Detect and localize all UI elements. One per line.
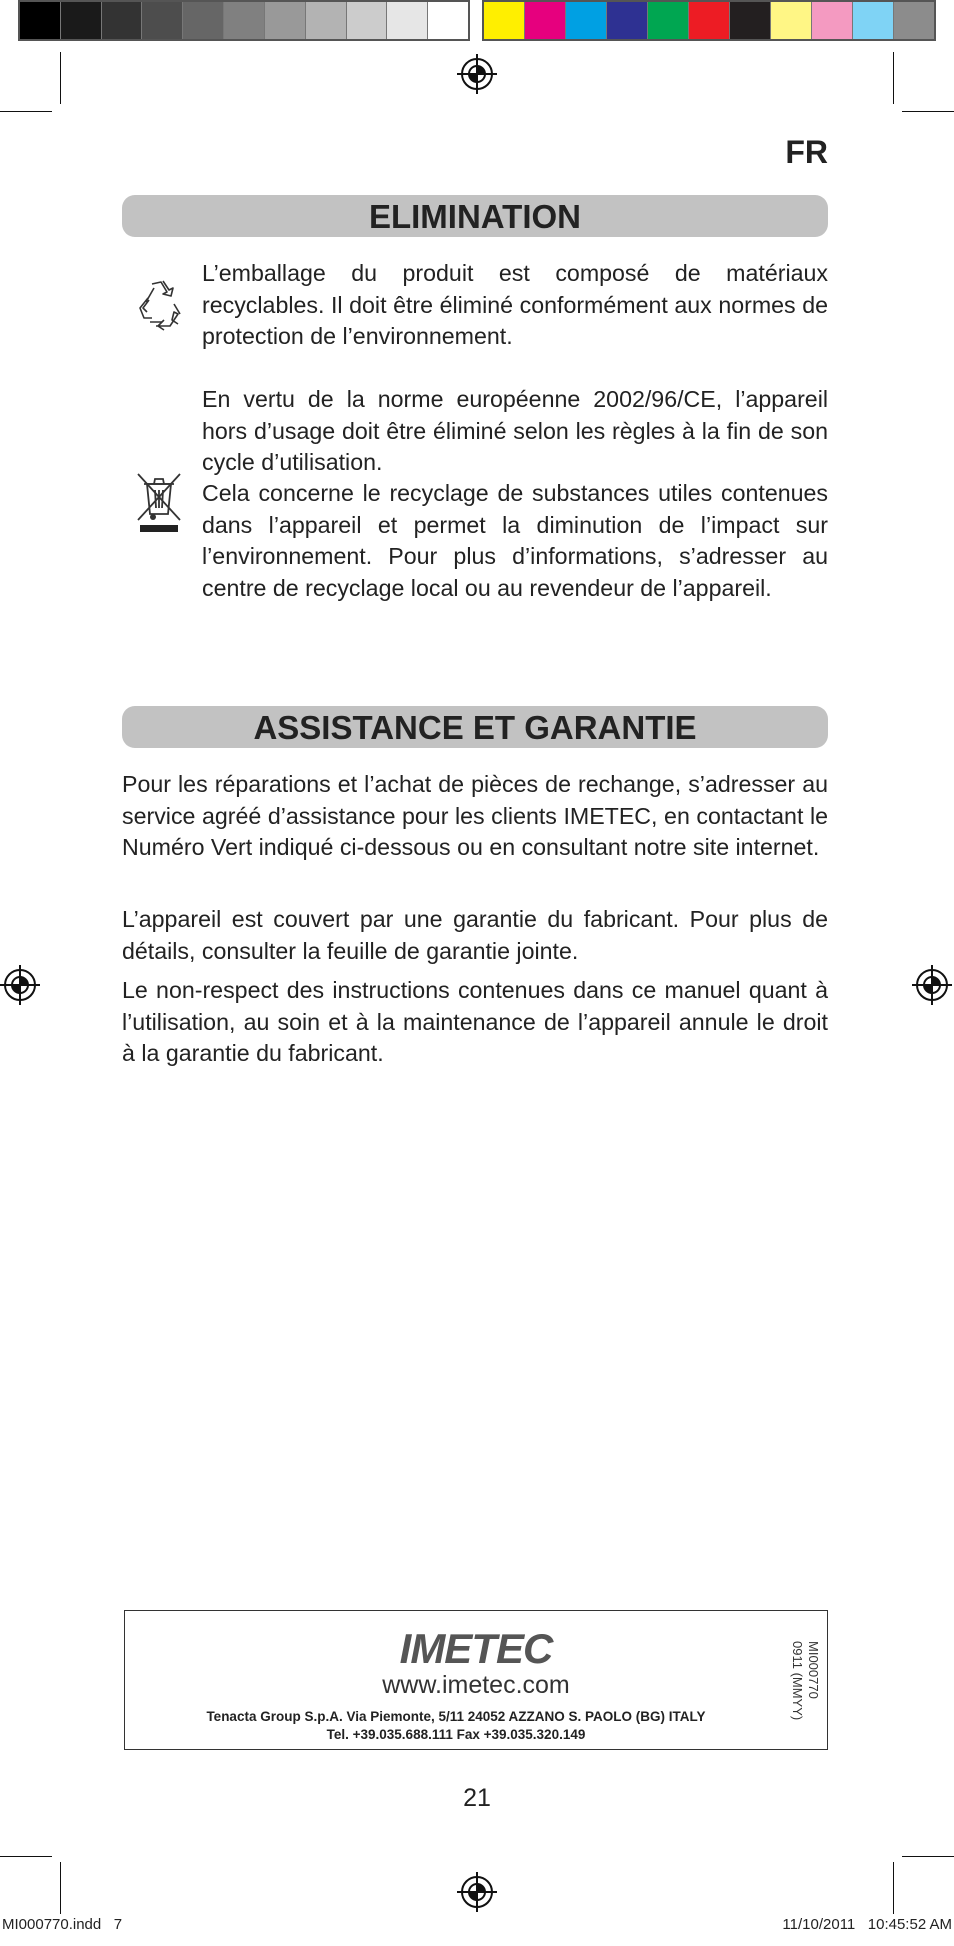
language-label: FR [785, 134, 828, 170]
registration-mark-icon [457, 54, 497, 94]
elimination-paragraph-2: En vertu de la norme européenne 2002/96/CE, l’appareil hors d’usage doit être éliminé selon les règles à la fin de son cycle d’utilisation. [202, 386, 828, 475]
process-swatch [648, 2, 689, 39]
process-color-bar [482, 0, 936, 41]
grayscale-color-bar [18, 0, 470, 41]
gray-swatch [306, 2, 347, 39]
process-swatch [812, 2, 853, 39]
crop-mark-top-left-v [60, 52, 61, 104]
slug-filename: MI000770.indd 7 [2, 1916, 123, 1933]
gray-swatch [224, 2, 265, 39]
process-swatch [689, 2, 730, 39]
process-swatch [853, 2, 894, 39]
gray-swatch [387, 2, 428, 39]
gray-swatch [102, 2, 143, 39]
crossed-bin-icon [134, 470, 184, 534]
process-swatch [566, 2, 607, 39]
assistance-paragraph-3: Le non-respect des instructions contenues dans ce manuel quant à l’utilisation, au soin et à la maintenance de l’appareil annule le droit à la garantie du fabricant. [122, 977, 828, 1066]
gray-swatch [347, 2, 388, 39]
process-swatch [730, 2, 771, 39]
elimination-paragraph-3: Cela concerne le recyclage de substances utiles contenues dans l’appareil et permet la diminution de l’impact sur l’environnement. Pour plus d’informations, s’adresser au centre de recyclage local ou au revendeur de l’appareil. [202, 480, 828, 601]
gray-swatch [428, 2, 468, 39]
gray-swatch [265, 2, 306, 39]
registration-mark-icon [912, 965, 952, 1005]
crop-mark-top-left-h [0, 111, 52, 112]
gray-swatch [20, 2, 61, 39]
section-title-assistance: ASSISTANCE ET GARANTIE [122, 706, 828, 748]
crop-mark-bottom-left-v [60, 1862, 61, 1914]
process-swatch [894, 2, 934, 39]
registration-mark-icon [0, 965, 40, 1005]
assistance-paragraph-2: L’appareil est couvert par une garantie du fabricant. Pour plus de détails, consulter la feuille de garantie jointe. [122, 906, 828, 964]
recycle-icon [134, 278, 186, 332]
crop-mark-top-right-v [893, 52, 894, 104]
gray-swatch [183, 2, 224, 39]
crop-mark-bottom-left-h [0, 1856, 52, 1857]
website-url: www.imetec.com [382, 1671, 570, 1699]
process-swatch [607, 2, 648, 39]
crop-mark-bottom-right-h [902, 1856, 954, 1857]
elimination-paragraph-1: L’emballage du produit est composé de matériaux recyclables. Il doit être éliminé conformément aux normes de protection de l’environnement. [202, 260, 828, 349]
process-swatch [525, 2, 566, 39]
gray-swatch [142, 2, 183, 39]
section-title-elimination: ELIMINATION [122, 195, 828, 237]
product-code-block [791, 1641, 821, 1731]
company-address: Tenacta Group S.p.A. Via Piemonte, 5/11 24052 AZZANO S. PAOLO (BG) ITALY [206, 1709, 706, 1724]
registration-mark-icon [457, 1872, 497, 1912]
date-code: 0911 (MMYY) [790, 1641, 805, 1721]
crop-mark-bottom-right-v [893, 1862, 894, 1914]
company-phones: Tel. +39.035.688.111 Fax +39.035.320.149 [326, 1727, 586, 1742]
process-swatch [484, 2, 525, 39]
process-swatch [771, 2, 812, 39]
slug-timestamp: 11/10/2011 10:45:52 AM [782, 1916, 952, 1933]
gray-swatch [61, 2, 102, 39]
imetec-logo: IMETEC [399, 1625, 553, 1672]
assistance-paragraph-1: Pour les réparations et l’achat de pièces de rechange, s’adresser au service agréé d’assistance pour les clients IMETEC, en contactant le Numéro Vert indiqué ci-dessous ou en consultant notre site internet. [122, 771, 828, 860]
page-number: 21 [463, 1784, 491, 1812]
manufacturer-info-box [124, 1610, 828, 1750]
product-code: MI000770 [806, 1641, 821, 1699]
crop-mark-top-right-h [902, 111, 954, 112]
